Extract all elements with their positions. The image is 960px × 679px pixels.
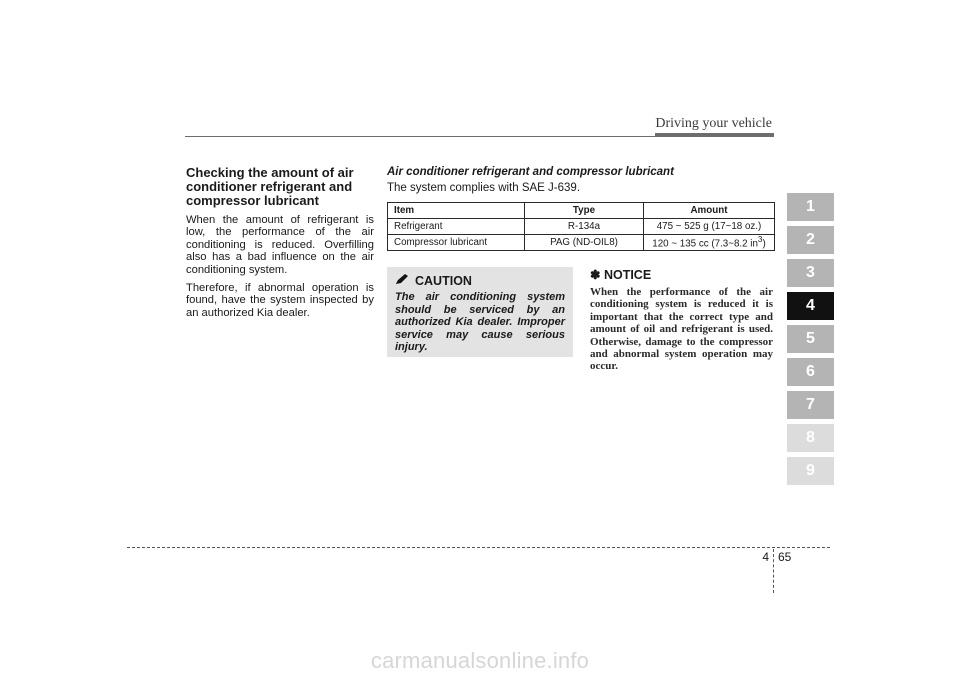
table-cell: R-134a	[525, 219, 644, 235]
section-heading: Checking the amount of air conditioner refrigerant and compressor lubricant	[186, 165, 354, 208]
body-paragraph-1: When the amount of refrigerant is low, the performance of the air conditioning is reduced. Overfilling also has a bad influence on the air conditioning system.	[186, 214, 374, 276]
table-cell: 475 ~ 525 g (17~18 oz.)	[644, 219, 775, 235]
caution-box	[387, 267, 573, 357]
caution-label: CAUTION	[415, 273, 472, 288]
amount-close: )	[762, 238, 766, 250]
spec-table	[387, 202, 775, 251]
intro-text: The system complies with SAE J-639.	[387, 182, 581, 194]
table-cell-amount	[644, 235, 775, 251]
header-rule-accent	[655, 133, 774, 137]
table-header-row	[388, 203, 775, 219]
chapter-tab-3[interactable]: 3	[787, 259, 834, 287]
notice-box	[590, 267, 773, 373]
chapter-tab-9[interactable]: 9	[787, 457, 834, 485]
chapter-tab-7[interactable]: 7	[787, 391, 834, 419]
watermark: carmanualsonline.info	[370, 648, 590, 673]
chapter-tab-6[interactable]: 6	[787, 358, 834, 386]
sub-heading: Air conditioner refrigerant and compressor lubricant	[387, 166, 674, 178]
left-column	[186, 166, 374, 325]
page-number: 65	[778, 550, 792, 564]
right-column	[387, 166, 775, 251]
notice-text: When the performance of the air conditioning system is reduced it is important that the correct type and amount of oil and refrigerant is used. Otherwise, damage to the compressor and abnormal system operation may occur.	[590, 286, 773, 373]
chapter-tab-4[interactable]: 4	[787, 292, 834, 320]
chapter-tab-5[interactable]: 5	[787, 325, 834, 353]
table-row	[388, 235, 775, 251]
caution-text: The air conditioning system should be serviced by an authorized Kia dealer. Improper service may cause serious injury.	[395, 291, 565, 353]
superscript: 3	[757, 235, 763, 245]
footer-rule	[127, 547, 830, 548]
table-row	[388, 219, 775, 235]
table-header-amount: Amount	[644, 203, 775, 219]
chapter-tabs	[787, 193, 834, 490]
chapter-tab-8[interactable]: 8	[787, 424, 834, 452]
header-rule	[185, 136, 655, 137]
amount-text: 120 ~ 135 cc (7.3~8.2 in	[652, 238, 758, 250]
footer-divider	[773, 549, 774, 593]
body-paragraph-2: Therefore, if abnormal operation is found, have the system inspected by an authorized Kia dealer.	[186, 282, 374, 319]
pencil-icon	[395, 273, 411, 288]
table-header-type: Type	[525, 203, 644, 219]
table-cell: PAG (ND-OIL8)	[525, 235, 644, 251]
notice-title: ✽ NOTICE	[590, 268, 652, 282]
page-chapter: 4	[762, 550, 769, 564]
table-header-item: Item	[388, 203, 525, 219]
chapter-tab-1[interactable]: 1	[787, 193, 834, 221]
chapter-tab-2[interactable]: 2	[787, 226, 834, 254]
table-cell: Refrigerant	[388, 219, 525, 235]
table-cell: Compressor lubricant	[388, 235, 525, 251]
caution-title	[395, 273, 565, 288]
running-header: Driving your vehicle	[655, 116, 772, 131]
